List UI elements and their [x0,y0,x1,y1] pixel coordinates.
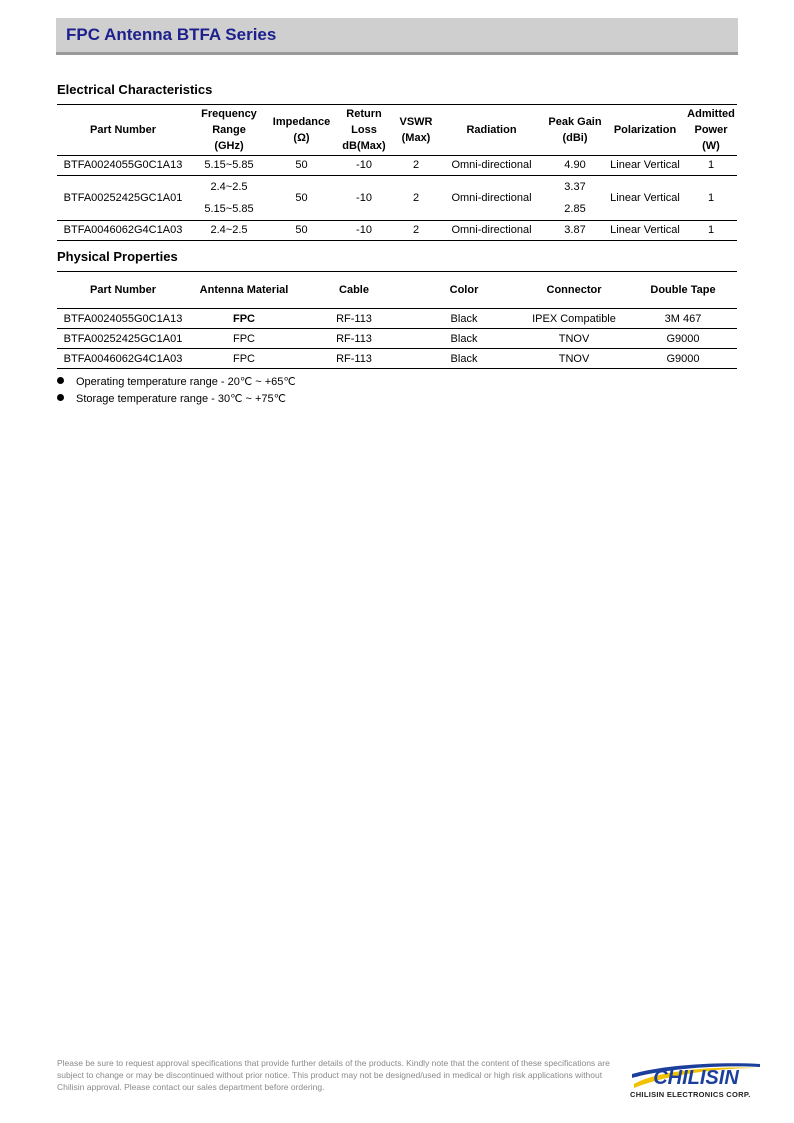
cell-polarization: Linear Vertical [610,191,680,204]
bullet-icon [57,394,64,401]
cell-vswr: 2 [412,191,420,204]
header-vswr: VSWR (Max) [399,116,433,144]
note-text: Storage temperature range - 30℃ ~ +75℃ [76,393,286,405]
cell-vswr: 2 [412,224,420,236]
cell-vswr: 2 [412,159,420,171]
cell-frequency: 2.4~2.5 5.15~5.85 [204,181,254,215]
cell-color: Black [450,332,478,345]
cell-part-number: BTFA0024055G0C1A13 [63,159,183,171]
list-item [57,374,296,391]
header-cable: Cable [339,284,369,296]
physical-table [57,271,737,369]
cell-polarization: Linear Vertical [610,224,680,236]
header-polarization: Polarization [613,124,677,136]
cell-cable: RF-113 [336,352,372,365]
cell-antenna-material: FPC [233,312,255,325]
cell-peak-gain: 3.37 2.85 [564,181,586,215]
header-frequency: Frequency Range (GHz) [201,108,257,152]
cell-impedance: 50 [295,224,308,236]
cell-radiation: Omni-directional [451,191,532,204]
cell-part-number: BTFA00252425GC1A01 [63,332,183,345]
table-header-row [57,272,737,309]
cell-antenna-material: FPC [233,332,255,345]
page-title: FPC Antenna BTFA Series [66,25,277,44]
cell-radiation: Omni-directional [451,159,532,171]
table-header-row [57,105,737,156]
cell-part-number: BTFA0046062G4C1A03 [63,224,183,236]
cell-part-number: BTFA0024055G0C1A13 [63,312,183,325]
header-radiation: Radiation [466,124,517,136]
note-text: Operating temperature range - 20℃ ~ +65℃ [76,376,296,388]
cell-connector: IPEX Compatible [532,312,616,325]
cell-return-loss: -10 [356,224,372,236]
cell-cable: RF-113 [336,332,372,345]
physical-section-title: Physical Properties [57,249,178,264]
header-peak-gain: Peak Gain (dBi) [548,116,602,144]
header-return-loss: Return Loss dB(Max) [342,108,386,152]
header-color: Color [449,284,479,296]
cell-cable: RF-113 [336,312,372,325]
cell-frequency: 5.15~5.85 [204,159,254,171]
cell-power: 1 [707,224,715,236]
table-row [57,176,737,221]
header-connector: Connector [546,284,602,296]
table-row [57,309,737,329]
cell-connector: TNOV [558,352,590,365]
svg-text:CHILISIN: CHILISIN [653,1067,739,1089]
table-row [57,349,737,369]
cell-antenna-material: FPC [233,352,255,365]
cell-power: 1 [707,191,715,204]
cell-return-loss: -10 [356,159,372,171]
cell-peak-gain: 4.90 [564,159,586,171]
table-row [57,329,737,349]
cell-double-tape: G9000 [666,352,700,365]
cell-part-number: BTFA0046062G4C1A03 [63,352,183,365]
cell-polarization: Linear Vertical [610,159,680,171]
cell-color: Black [450,352,478,365]
header-impedance: Impedance (Ω) [272,116,331,144]
cell-part-number: BTFA00252425GC1A01 [63,191,183,204]
header-part-number: Part Number [89,124,157,136]
table-row [57,221,737,241]
cell-color: Black [450,312,478,325]
footer-disclaimer: Please be sure to request approval specifications that provide further details of the products. Kindly note that the content of these specifications are subject to change or may be discontinued without prior notice. This product may not be designed/used in medical or high risk applications without Chilisin approval. Please contact our sales department before ordering. [57,1058,610,1092]
header-power: Admitted Power (W) [687,108,735,152]
bullet-icon [57,377,64,384]
cell-impedance: 50 [295,191,308,204]
cell-impedance: 50 [295,159,308,171]
cell-double-tape: 3M 467 [664,312,702,325]
cell-power: 1 [707,159,715,171]
electrical-section-title: Electrical Characteristics [57,82,213,97]
header-part-number: Part Number [89,284,157,296]
cell-frequency: 2.4~2.5 [210,224,248,236]
header-antenna-material: Antenna Material [199,284,289,296]
notes-list [57,374,296,408]
header-double-tape: Double Tape [650,284,716,296]
company-name: CHILISIN ELECTRONICS CORP. [630,1090,751,1099]
cell-return-loss: -10 [356,191,372,204]
cell-radiation: Omni-directional [451,224,532,236]
table-row [57,156,737,176]
list-item [57,391,296,408]
electrical-table [57,104,737,241]
cell-peak-gain: 3.87 [564,224,586,236]
cell-connector: TNOV [558,332,590,345]
page-header [56,18,738,55]
cell-double-tape: G9000 [666,332,700,345]
